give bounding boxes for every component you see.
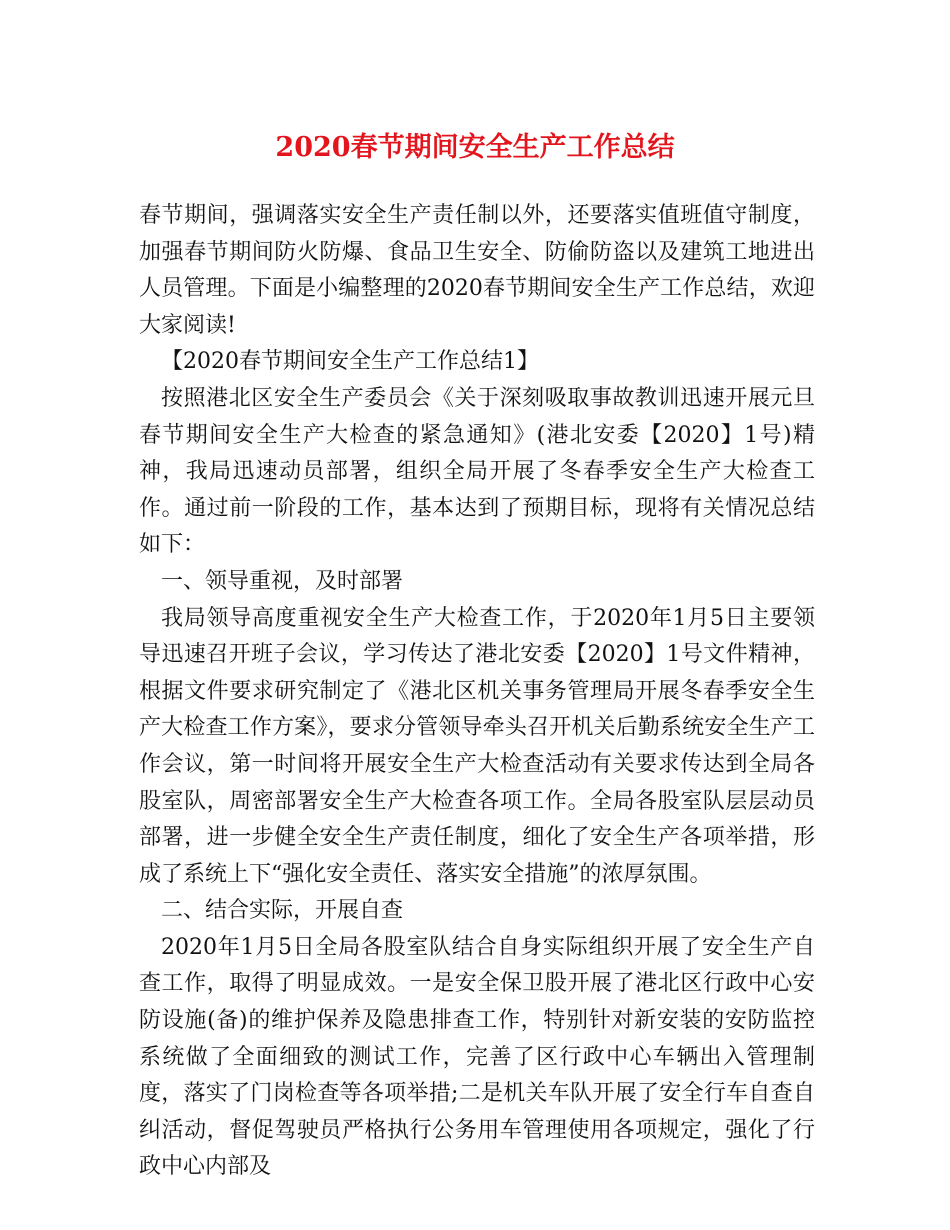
section-subtitle: 【2020春节期间安全生产工作总结1】	[161, 349, 539, 375]
intro-paragraph: 春节期间，强调落实安全生产责任制以外，还要落实值班值守制度，加强春节期间防火防爆、食品卫生安全、防偷防盗以及建筑工地进出人员管理。下面是小编整理的2020春节期间安全生产工作总结，欢迎大家阅读!	[139, 203, 815, 338]
document-title: 2020春节期间安全生产工作总结	[275, 132, 675, 163]
body-paragraph: 我局领导高度重视安全生产大检查工作，于2020年1月5日主要领导迅速召开班子会议，学习传达了港北安委【2020】1号文件精神，根据文件要求研究制定了《港北区机关事务管理局开展冬春季安全生产大检查工作方案》，要求分管领导牵头召开机关后勤系统安全生产工作会议，第一时间将开展安全生产大检查活动有关要求传达到全局各股室队，周密部署安全生产大检查各项工作。全局各股室队层层动员部署，进一步健全安全生产责任制度，细化了安全生产各项举措，形成了系统上下“强化安全责任、落实安全措施”的浓厚氛围。	[139, 605, 815, 887]
section-heading: 一、领导重视，及时部署	[161, 568, 404, 594]
body-paragraph: 按照港北区安全生产委员会《关于深刻吸取事故教训迅速开展元旦春节期间安全生产大检查的紧急通知》(港北安委【2020】1号)精神，我局迅速动员部署，组织全局开展了冬春季安全生产大检查工作。通过前一阶段的工作，基本达到了预期目标，现将有关情况总结如下：	[139, 385, 815, 558]
section-heading: 二、结合实际，开展自查	[161, 898, 404, 924]
document-body	[139, 198, 815, 1186]
body-paragraph: 2020年1月5日全局各股室队结合自身实际组织开展了安全生产自查工作，取得了明显成效。一是安全保卫股开展了港北区行政中心安防设施(备)的维护保养及隐患排查工作，特别针对新安装的安防监控系统做了全面细致的测试工作，完善了区行政中心车辆出入管理制度，落实了门岗检查等各项举措;二是机关车队开展了安全行车自查自纠活动，督促驾驶员严格执行公务用车管理使用各项规定，强化了行政中心内部及	[139, 934, 815, 1180]
